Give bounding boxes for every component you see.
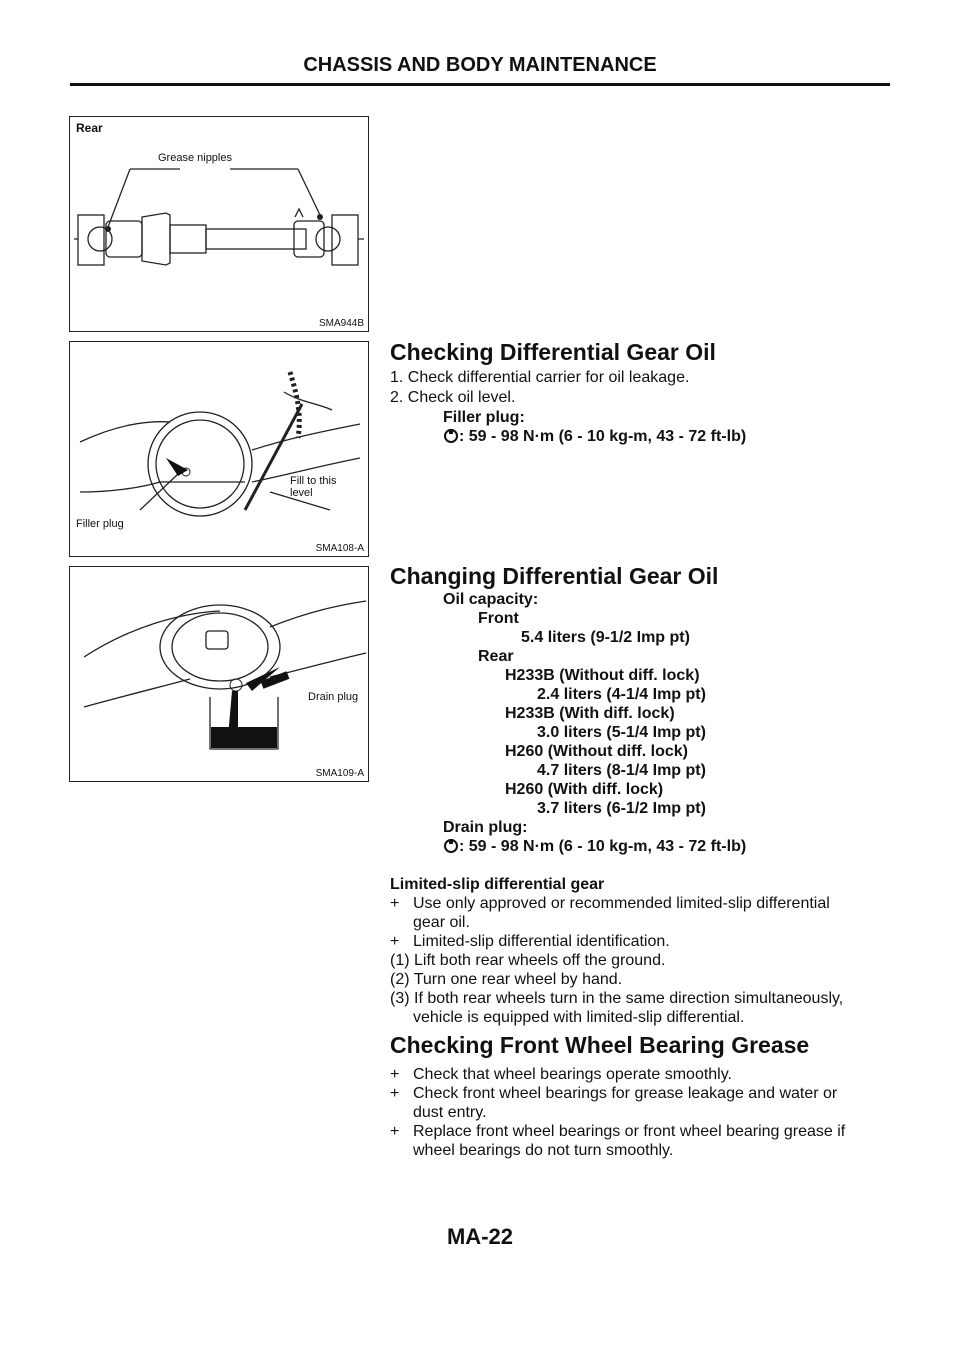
fig2-label-fill-line1: Fill to this: [290, 475, 337, 487]
header-rule: [70, 83, 890, 86]
bullet-symbol: +: [390, 933, 400, 950]
fig3-label-drain-plug: Drain plug: [308, 691, 359, 703]
bullet-symbol: +: [390, 1123, 400, 1140]
rear-label: Rear: [478, 648, 514, 665]
figure-id: SMA108-A: [315, 543, 364, 554]
bullet-symbol: +: [390, 1085, 400, 1102]
bearing-bullet3-line1: Replace front wheel bearings or front wheel bearing grease if: [413, 1123, 846, 1140]
bearing-bullet1: Check that wheel bearings operate smoothly.: [413, 1066, 732, 1083]
lsd-step3-line2: vehicle is equipped with limited-slip differential.: [413, 1009, 745, 1026]
lsd-step3-line1: (3) If both rear wheels turn in the same direction simultaneously,: [390, 990, 844, 1007]
fig1-label-grease-nipples: Grease nipples: [158, 152, 232, 164]
bullet-symbol: +: [390, 895, 400, 912]
oil-capacity-label: Oil capacity:: [443, 591, 539, 608]
lsd-bullet1-line1: Use only approved or recommended limited-slip differential: [413, 895, 830, 912]
figure-drain-plug: [69, 566, 369, 782]
figure-propeller-shaft: [69, 116, 369, 332]
wrench-icon: [443, 428, 459, 444]
fig2-label-fill-level: [290, 475, 336, 499]
rear-item-name: H260 (Without diff. lock): [505, 743, 688, 760]
section-title-bearing-grease: Checking Front Wheel Bearing Grease: [390, 1032, 810, 1058]
figure-filler-plug: [69, 341, 369, 557]
rear-item-name: H233B (Without diff. lock): [505, 667, 700, 684]
figure-id: SMA109-A: [315, 768, 364, 779]
fig1-label-rear: Rear: [76, 121, 103, 135]
bullet-symbol: +: [390, 1066, 400, 1083]
lsd-bullet1-line2: gear oil.: [413, 914, 470, 931]
check-diff-step2: 2. Check oil level.: [390, 389, 516, 406]
filler-plug-torque-value: : 59 - 98 N·m (6 - 10 kg-m, 43 - 72 ft-lb): [459, 428, 747, 445]
rear-item-value: 4.7 liters (8-1/4 Imp pt): [537, 762, 706, 779]
section-title-checking-diff-oil: Checking Differential Gear Oil: [390, 339, 716, 365]
lsd-bullet2: Limited-slip differential identification.: [413, 933, 670, 950]
bearing-bullet3-line2: wheel bearings do not turn smoothly.: [413, 1142, 674, 1159]
fig2-label-filler-plug: Filler plug: [76, 518, 124, 530]
filler-plug-torque: [443, 427, 746, 446]
front-label: Front: [478, 610, 519, 627]
rear-item-value: 2.4 liters (4-1/4 Imp pt): [537, 686, 706, 703]
page-number: MA-22: [446, 1224, 513, 1249]
bearing-bullet2-line1: Check front wheel bearings for grease leakage and water or: [413, 1085, 838, 1102]
fig2-label-fill-line2: level: [290, 487, 313, 499]
rear-item-name: H233B (With diff. lock): [505, 705, 675, 722]
wrench-icon: [443, 838, 459, 854]
lsd-title: Limited-slip differential gear: [390, 876, 605, 893]
rear-item-value: 3.0 liters (5-1/4 Imp pt): [537, 724, 706, 741]
drain-plug-torque: [443, 837, 746, 856]
drain-plug-torque-value: : 59 - 98 N·m (6 - 10 kg-m, 43 - 72 ft-lb): [459, 838, 747, 855]
filler-plug-label: Filler plug:: [443, 409, 525, 426]
lsd-step1: (1) Lift both rear wheels off the ground.: [390, 952, 666, 969]
section-title-changing-diff-oil: Changing Differential Gear Oil: [390, 563, 719, 589]
figure-id: SMA944B: [318, 318, 364, 329]
check-diff-step1: 1. Check differential carrier for oil leakage.: [390, 369, 690, 386]
lsd-step2: (2) Turn one rear wheel by hand.: [390, 971, 623, 988]
propeller-shaft-illustration: [70, 117, 368, 331]
drain-plug-label: Drain plug:: [443, 819, 528, 836]
rear-item-name: H260 (With diff. lock): [505, 781, 664, 798]
differential-drain-illustration: [70, 567, 368, 781]
front-value: 5.4 liters (9-1/2 Imp pt): [521, 629, 690, 646]
bearing-bullet2-line2: dust entry.: [413, 1104, 487, 1121]
rear-item-value: 3.7 liters (6-1/2 Imp pt): [537, 800, 706, 817]
page-header-title: CHASSIS AND BODY MAINTENANCE: [303, 54, 657, 76]
